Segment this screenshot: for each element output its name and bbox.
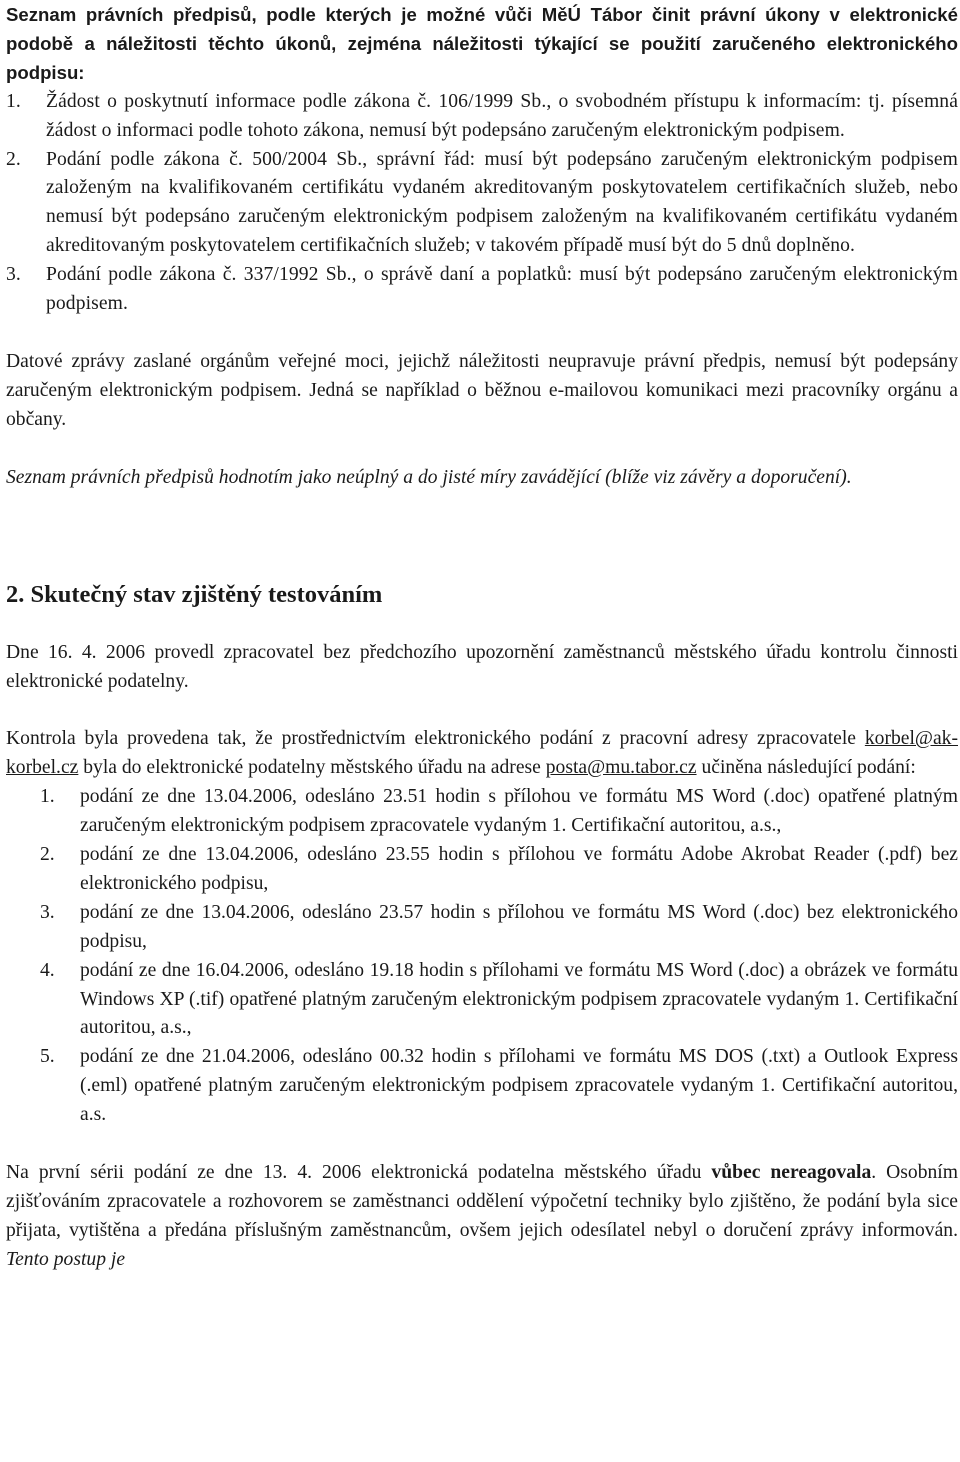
- spacer: [6, 1130, 958, 1159]
- spacer: [6, 493, 958, 580]
- list-number: 3.: [40, 901, 55, 923]
- spacer: [6, 609, 958, 639]
- assessment-paragraph: Seznam právních předpisů hodnotím jako neúplný a do jisté míry zavádějící (blíže viz závěry a doporučení).: [6, 466, 852, 488]
- list-number: 4.: [40, 959, 55, 981]
- emphasis-italic: Tento postup je: [6, 1248, 126, 1270]
- list-number: 5.: [40, 1046, 55, 1068]
- list-number: 2.: [6, 148, 21, 170]
- list-item-text: Žádost o poskytnutí informace podle zákona č. 106/1999 Sb., o svobodném přístupu k informacím: tj. písemná žádost o informaci podle tohoto zákona, nemusí být podepsáno zaručeným elektronickým podpisem.: [46, 90, 958, 141]
- spacer: [6, 435, 958, 464]
- kontrola-text: Kontrola byla provedena tak, že prostřednictvím elektronického podání z pracovní adresy zpracovatele: [6, 728, 865, 750]
- list-item: [40, 957, 958, 1044]
- list-item: [6, 88, 958, 146]
- final-text: Na první sérii podání ze dne 13. 4. 2006 elektronická podatelna městského úřadu: [6, 1162, 712, 1184]
- list-item-text: podání ze dne 16.04.2006, odesláno 19.18 hodin s přílohami ve formátu MS Word (.doc) a obrázek ve formátu Windows XP (.tif) opatřené platným zaručeným elektronickým podpisem zpracovatele vydaným 1. Certifikační autoritou, a.s.,: [80, 959, 958, 1039]
- list-item: [40, 1043, 958, 1130]
- list-item: [40, 783, 958, 841]
- list-item-text: podání ze dne 21.04.2006, odesláno 00.32 hodin s přílohami ve formátu MS DOS (.txt) a Outlook Express (.eml) opatřené platným zaručeným elektronickým podpisem zpracovatele vydaným 1. Certifikační autoritou, a.s.: [80, 1046, 958, 1126]
- law-list: [6, 88, 958, 319]
- list-item-text: podání ze dne 13.04.2006, odesláno 23.57 hodin s přílohou ve formátu MS Word (.doc) bez elektronického podpisu,: [80, 901, 958, 952]
- list-item: [40, 899, 958, 957]
- paragraph-kontrola: [6, 725, 958, 783]
- list-item: [6, 261, 958, 319]
- podani-list: [40, 783, 958, 1130]
- list-item-text: podání ze dne 13.04.2006, odesláno 23.55 hodin s přílohou ve formátu Adobe Akrobat Reader (.pdf) bez elektronického podpisu,: [80, 844, 958, 894]
- spacer: [6, 696, 958, 725]
- list-number: 2.: [40, 844, 55, 866]
- paragraph-dne: Dne 16. 4. 2006 provedl zpracovatel bez předchozího upozornění zaměstnanců městského úřadu kontrolu činnosti elektronické podatelny.: [6, 641, 958, 692]
- list-item-text: Podání podle zákona č. 500/2004 Sb., správní řád: musí být podepsáno zaručeným elektronickým podpisem založeným na kvalifikovaném certifikátu vydaném akreditovaným poskytovatelem certifikačních služeb, nebo nemusí být podepsáno zaručeným elektronickým podpisem založeným na kvalifikovaném certifikátu vydaném akreditovaným poskytovatelem certifikačních služeb; v takovém případě musí být do 5 dnů doplněno.: [46, 148, 958, 257]
- list-number: 1.: [40, 786, 55, 808]
- kontrola-text: byla do elektronické podatelny městského úřadu na adrese: [78, 757, 546, 779]
- intro-heading: Seznam právních předpisů, podle kterých je možné vůči MěÚ Tábor činit právní úkony v elektronické podobě a náležitosti těchto úkonů, zejména náležitosti týkající se použití zaručeného elektronického podpisu:: [6, 4, 958, 83]
- email-link-posta[interactable]: posta@mu.tabor.cz: [545, 757, 697, 779]
- paragraph-final: [6, 1159, 958, 1275]
- list-item-text: podání ze dne 13.04.2006, odesláno 23.51 hodin s přílohou ve formátu MS Word (.doc) opatřené platným zaručeným elektronickým podpisem zpracovatele vydaným 1. Certifikační autoritou, a.s.,: [80, 786, 958, 837]
- final-text: . Osobním zjišťováním zpracovatele a rozhovorem se zaměstnanci oddělení výpočetní techniky bylo zjištěno, že podání byla sice přijata, vytištěna a předána příslušným zaměstnancům, ovšem jejich odesílatel nebyl o doručení zprávy informován.: [6, 1162, 958, 1241]
- section-heading: 2. Skutečný stav zjištěný testováním: [6, 580, 383, 608]
- list-item-text: Podání podle zákona č. 337/1992 Sb., o správě daní a poplatků: musí být podepsáno zaručeným elektronickým podpisem.: [46, 264, 958, 315]
- kontrola-text: učiněna následující podání:: [696, 757, 916, 779]
- list-item: [6, 146, 958, 262]
- emphasis-bold: vůbec nereagovala: [711, 1162, 872, 1184]
- spacer: [6, 319, 958, 348]
- paragraph-datove-zpravy: Datové zprávy zaslané orgánům veřejné moci, jejichž náležitosti neupravuje právní předpis, nemusí být podepsány zaručeným elektronickým podpisem. Jedná se například o běžnou e-mailovou komunikaci mezi pracovníky orgánu a občany.: [6, 350, 958, 430]
- list-number: 3.: [6, 264, 21, 286]
- list-item: [40, 841, 958, 899]
- list-number: 1.: [6, 90, 21, 112]
- email-link-korbel[interactable]: korbel@ak-korbel.cz: [6, 728, 958, 779]
